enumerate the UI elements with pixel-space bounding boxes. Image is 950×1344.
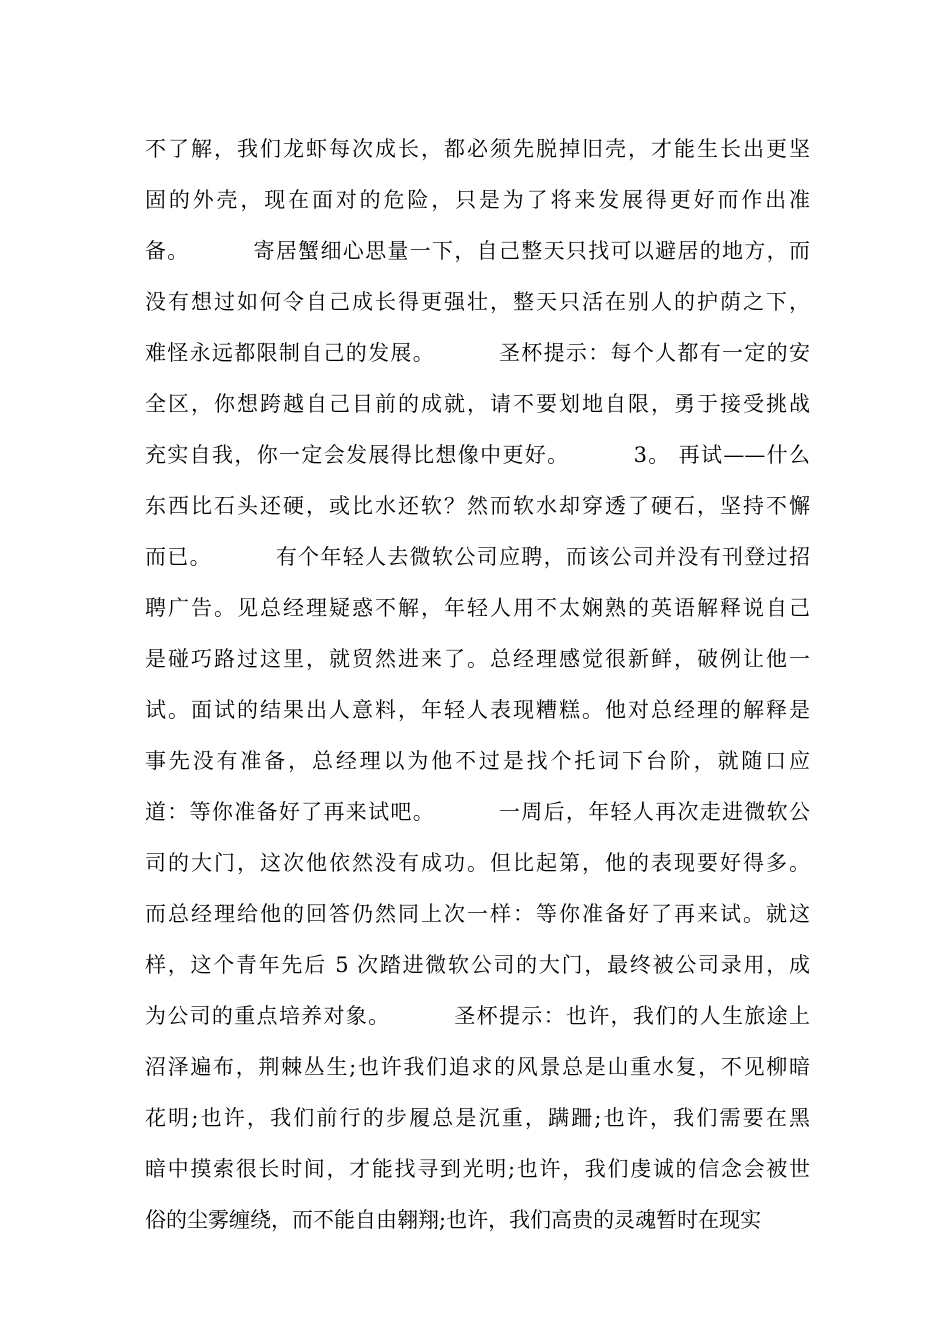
text-line: 事先没有准备，总经理以为他不过是找个托词下台阶，就随口应	[145, 749, 810, 773]
text-line: 难怪永远都限制自己的发展。 圣杯提示：每个人都有一定的安	[145, 341, 810, 365]
text-line: 样，这个青年先后 5 次踏进微软公司的大门，最终被公司录用，成	[145, 953, 810, 977]
text-line: 沼泽遍布，荆棘丛生;也许我们追求的风景总是山重水复，不见柳暗	[145, 1055, 810, 1079]
text-line: 而已。 有个年轻人去微软公司应聘，而该公司并没有刊登过招	[145, 545, 810, 569]
body-text	[145, 124, 810, 1246]
text-line: 司的大门，这次他依然没有成功。但比起第，他的表现要好得多。	[145, 851, 810, 875]
text-line: 道：等你准备好了再来试吧。 一周后，年轻人再次走进微软公	[145, 800, 810, 824]
text-line: 花明;也许，我们前行的步履总是沉重，蹒跚;也许，我们需要在黑	[145, 1106, 810, 1130]
text-line: 备。 寄居蟹细心思量一下，自己整天只找可以避居的地方，而	[145, 239, 810, 263]
text-line: 不了解，我们龙虾每次成长，都必须先脱掉旧壳，才能生长出更坚	[145, 137, 810, 161]
text-line: 没有想过如何令自己成长得更强壮，整天只活在别人的护荫之下，	[145, 290, 810, 314]
text-line: 充实自我，你一定会发展得比想像中更好。 3。 再试——什么	[145, 443, 810, 467]
text-line: 俗的尘雾缠绕，而不能自由翱翔;也许，我们高贵的灵魂暂时在现实	[145, 1208, 762, 1232]
text-line: 为公司的重点培养对象。 圣杯提示：也许，我们的人生旅途上	[145, 1004, 810, 1028]
text-line: 暗中摸索很长时间，才能找寻到光明;也许，我们虔诚的信念会被世	[145, 1157, 810, 1181]
text-line: 试。面试的结果出人意料，年轻人表现糟糕。他对总经理的解释是	[145, 698, 810, 722]
text-line: 固的外壳，现在面对的危险，只是为了将来发展得更好而作出准	[145, 188, 810, 212]
text-line: 全区，你想跨越自己目前的成就，请不要划地自限，勇于接受挑战	[145, 392, 810, 416]
text-line: 是碰巧路过这里，就贸然进来了。总经理感觉很新鲜，破例让他一	[145, 647, 810, 671]
text-line: 东西比石头还硬，或比水还软？然而软水却穿透了硬石，坚持不懈	[145, 494, 810, 518]
text-line: 聘广告。见总经理疑惑不解，年轻人用不太娴熟的英语解释说自己	[145, 596, 810, 620]
text-line: 而总经理给他的回答仍然同上次一样：等你准备好了再来试。就这	[145, 902, 810, 926]
